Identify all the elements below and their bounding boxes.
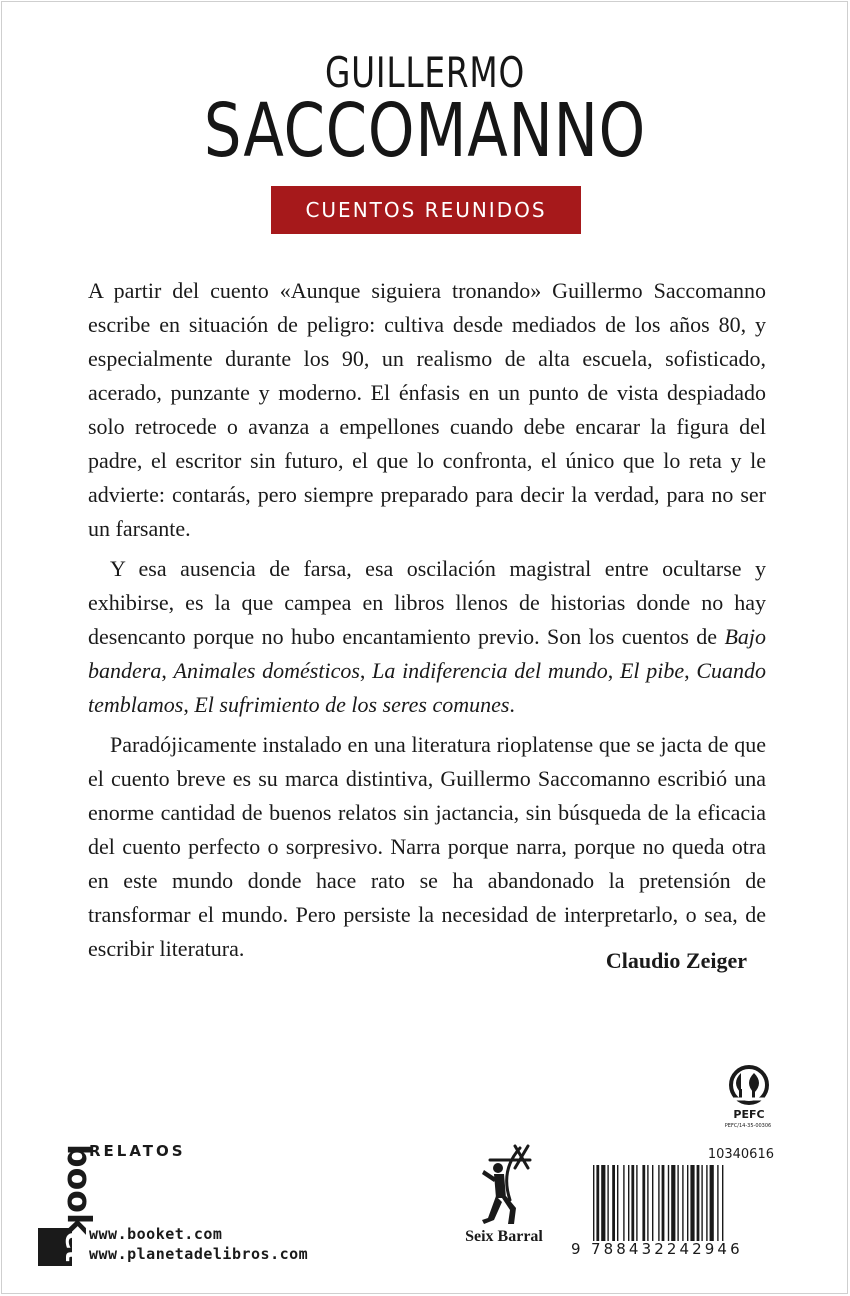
book-title-ref: Cuando temblamos bbox=[88, 658, 767, 717]
isbn-first-digit: 9 bbox=[571, 1240, 581, 1258]
book-title-ref: El pibe bbox=[619, 658, 685, 683]
product-code: 10340616 bbox=[707, 1147, 774, 1162]
svg-text:book: book bbox=[60, 1144, 99, 1235]
blurb-paragraph-2: Y esa ausencia de farsa, esa oscilación magistral entre ocultarse y exhibirse, es la que campea en libros llenos de historias donde no hay desencanto porque no hubo encantamiento previo. Son los cuentos de Bajo bandera, Animales domésticos, La indiferencia del mundo, El pibe, Cuando temblamos, El sufrimiento de los seres comunes. bbox=[88, 556, 767, 717]
author-last-name: SACCOMANNO bbox=[203, 88, 647, 174]
blurb-paragraph-1: A partir del cuento «Aunque siguiera tronando» Guillermo Saccomanno escribe en situación de peligro: cultiva desde mediados de los años 80, y especialmente durante los 90, un realismo de alta escuela, sofisticado, acerado, punzante y moderno. El énfasis en un punto de vista despiadado solo retrocede o avanza a empellones cuando debe encarar la figura del padre, el escritor sin futuro, el que lo confronta, el único que lo reta y le advierte: contarás, pero siempre preparado para decir la verdad, para no ser un farsante. bbox=[88, 278, 766, 541]
book-title: CUENTOS REUNIDOS bbox=[305, 198, 547, 222]
svg-text:et: et bbox=[59, 1232, 89, 1263]
pefc-label: PEFC bbox=[733, 1108, 765, 1121]
book-title-ref: Bajo bandera bbox=[88, 624, 766, 683]
blurb-signature: Claudio Zeiger bbox=[605, 948, 747, 973]
pefc-code: PEFC/14-35-00306 bbox=[724, 1123, 772, 1129]
blurb-paragraph-2-intro: Y esa ausencia de farsa, esa oscilación magistral entre ocultarse y exhibirse, es la que campea en libros llenos de historias donde no hay desencanto porque no hubo encantamiento previo. Son los cuentos de bbox=[88, 556, 766, 649]
booket-logo bbox=[34, 1140, 99, 1268]
planeta-url: www.planetadelibros.com bbox=[89, 1245, 309, 1263]
blurb-paragraph-3: Paradójicamente instalado en una literatura rioplatense que se jacta de que el cuento breve es su marca distintiva, Guillermo Saccomanno escribió una enorme cantidad de buenos relatos sin jactancia, sin búsqueda de la eficacia del cuento perfecto o sorpresivo. Narra porque narra, porque no queda otra en este mundo donde hace rato se ha abandonado la pretensión de transformar el mundo. Pero persiste la necesidad de interpretarlo, o sea, de escribir literatura. bbox=[88, 732, 766, 961]
isbn-barcode bbox=[591, 1165, 771, 1241]
book-title-ref: El sufrimiento de los seres comunes bbox=[194, 692, 510, 717]
isbn-digits: 788432242946 bbox=[591, 1240, 743, 1258]
booket-url: www.booket.com bbox=[89, 1225, 223, 1243]
book-title-ref: Animales domésticos bbox=[173, 658, 360, 683]
genre-label: RELATOS bbox=[89, 1142, 186, 1160]
title-banner bbox=[271, 186, 581, 234]
book-title-ref: La indiferencia del mundo bbox=[372, 658, 608, 683]
author-first-name: GUILLERMO bbox=[324, 48, 526, 97]
publisher-name: Seix Barral bbox=[465, 1228, 543, 1245]
back-cover-blurb bbox=[88, 274, 766, 966]
pefc-logo bbox=[714, 1065, 784, 1145]
